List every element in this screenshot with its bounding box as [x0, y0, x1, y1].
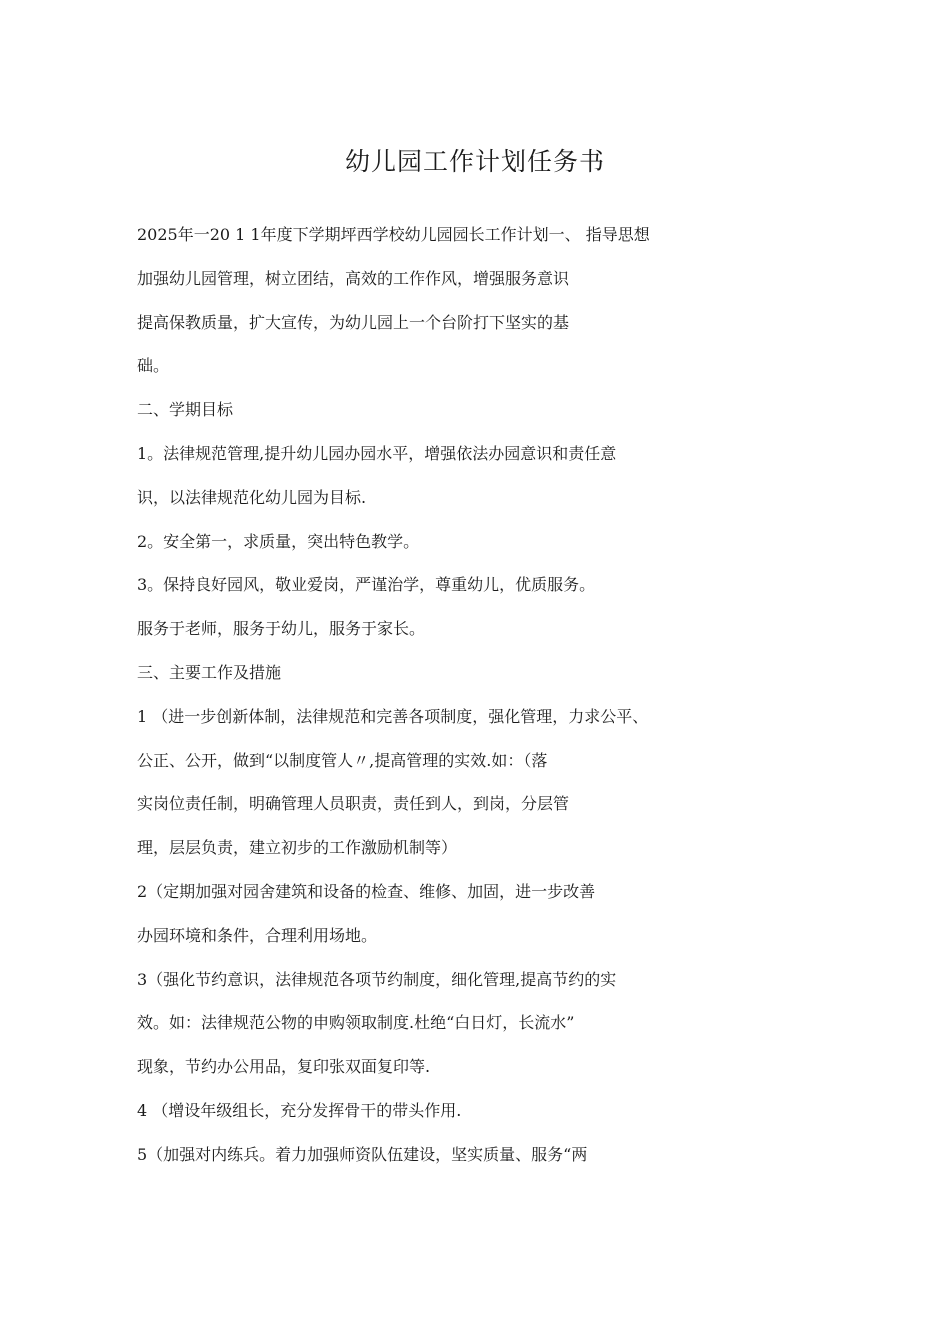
text-line: 3（强化节约意识，法律规范各项节约制度，细化管理,提高节约的实: [137, 969, 617, 989]
text-line: 现象，节约办公用品，复印张双面复印等.: [137, 1057, 431, 1077]
document-body: [137, 219, 777, 1183]
text-line: 5（加强对内练兵。着力加强师资队伍建设，坚实质量、服务“两: [137, 1144, 588, 1164]
text-line: 理，层层负责，建立初步的工作激励机制等）: [137, 838, 458, 858]
document-title: 幼儿园工作计划任务书: [344, 147, 605, 176]
text-line: 服务于老师，服务于幼儿，服务于家长。: [137, 619, 426, 639]
section-heading: 二、学期目标: [137, 400, 234, 420]
text-line: 识，以法律规范化幼儿园为目标.: [137, 487, 367, 507]
text-line: 加强幼儿园管理，树立团结，高效的工作作风，增强服务意识: [137, 268, 570, 288]
text-line: 办园环境和条件，合理利用场地。: [137, 925, 378, 945]
text-line: 公正、公开，做到“以制度管人〃,提高管理的实效.如：（落: [137, 750, 548, 770]
text-line: 础。: [137, 356, 170, 376]
section-heading: 三、主要工作及措施: [137, 662, 282, 682]
text-line: 4 （增设年级组长，充分发挥骨干的带头作用.: [137, 1100, 462, 1120]
text-line: 3。保持良好园风，敬业爱岗，严谨治学，尊重幼儿，优质服务。: [137, 575, 596, 595]
text-line: 1。法律规范管理,提升幼儿园办园水平，增强依法办园意识和责任意: [137, 443, 617, 463]
text-line: 2025年一20 1 1年度下学期坪西学校幼儿园园长工作计划一、 指导思想: [137, 225, 650, 244]
text-line: 1 （进一步创新体制，法律规范和完善各项制度，强化管理，力求公平、: [137, 706, 649, 726]
text-line: 提高保教质量，扩大宣传，为幼儿园上一个台阶打下坚实的基: [137, 312, 570, 332]
text-line: 2。安全第一，求质量，突出特色教学。: [137, 531, 420, 551]
text-line: 实岗位责任制，明确管理人员职责，责任到人，到岗，分层管: [137, 794, 570, 814]
text-line: 效。如：法律规范公物的申购领取制度.杜绝“白日灯，长流水”: [137, 1013, 575, 1033]
text-line: 2（定期加强对园舍建筑和设备的检查、维修、加固，进一步改善: [137, 881, 596, 901]
